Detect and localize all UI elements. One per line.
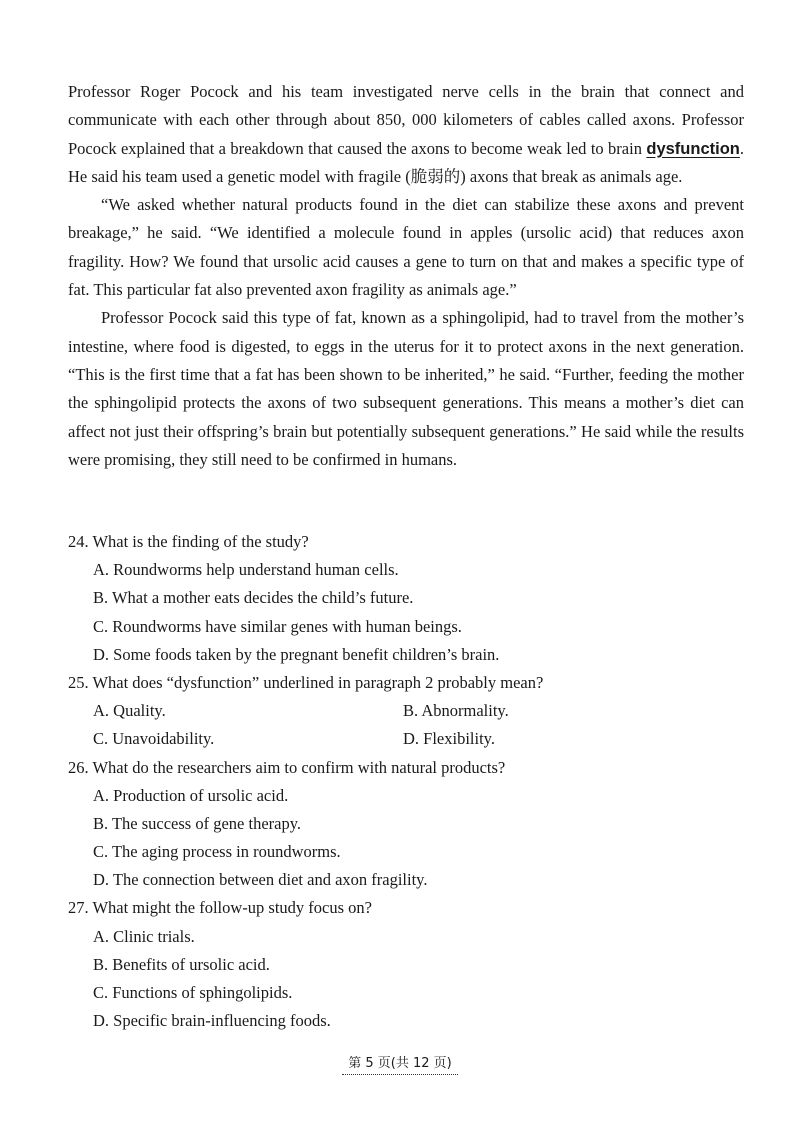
option-b: B. What a mother eats decides the child’s future. xyxy=(93,588,414,608)
question-stem: 25. What does “dysfunction” underlined in paragraph 2 probably mean? xyxy=(68,672,544,692)
option-b: B. The success of gene therapy. xyxy=(93,813,302,833)
paragraph-1-text-start: Professor Roger Pocock and his team investigated nerve cells in the brain that connect and communicate with each other through about 850, 000 kilometers of cables called axons. Professor Pocock explained that a breakdown that caused the axons to become weak led to brain xyxy=(68,82,744,158)
option-d: D. Flexibility. xyxy=(403,729,495,749)
question-stem: 24. What is the finding of the study? xyxy=(68,532,309,551)
option-d: D. Some foods taken by the pregnant benefit children’s brain. xyxy=(93,644,500,664)
question-27 xyxy=(68,894,748,1035)
question-stem: 26. What do the researchers aim to confirm with natural products? xyxy=(68,757,506,777)
option-c: C. Functions of sphingolipids. xyxy=(93,983,293,1002)
page-number: 第 5 页(共 12 页) xyxy=(342,1052,458,1075)
option-a: A. Production of ursolic acid. xyxy=(93,785,289,805)
paragraph-2: “We asked whether natural products found in the diet can stabilize these axons and prevent breakage,” he said. “We identified a molecule found in apples (ursolic acid) that reduces axon fragility. How? We found that ursolic acid causes a gene to turn on that and makes a specific type of fat. This particular fat also prevented axon fragility as animals age.” xyxy=(68,195,744,300)
question-stem: 27. What might the follow-up study focus on? xyxy=(68,898,372,918)
paragraph-1-text-end: . He said his team used a genetic model with fragile (脆弱的) axons that break as animals age. xyxy=(68,138,744,186)
option-b: B. Abnormality. xyxy=(403,701,509,721)
option-b: B. Benefits of ursolic acid. xyxy=(93,954,270,974)
question-24 xyxy=(68,528,748,669)
reading-passage xyxy=(68,78,744,474)
paragraph-3: Professor Pocock said this type of fat, known as a sphingolipid, had to travel from the mother’s intestine, where food is digested, to eggs in the uterus for it to protect axons in the next generation. “This is the first time that a fat has been shown to be inherited,” he said. “Further, feeding the mother the sphingolipid protects the axons of two subsequent generations. This means a mother’s diet can affect not just their offspring’s brain but potentially subsequent generations.” He said while the results were promising, they still need to be confirmed in humans. xyxy=(68,308,744,469)
option-a: A. Quality. xyxy=(93,701,166,721)
option-c: C. The aging process in roundworms. xyxy=(93,842,341,862)
option-d: D. The connection between diet and axon fragility. xyxy=(93,870,428,890)
option-d: D. Specific brain-influencing foods. xyxy=(93,1011,331,1031)
option-c: C. Roundworms have similar genes with human beings. xyxy=(93,616,462,636)
question-26 xyxy=(68,754,748,895)
page-footer xyxy=(0,1052,800,1075)
question-list xyxy=(68,528,748,1035)
option-a: A. Clinic trials. xyxy=(93,926,195,946)
option-a: A. Roundworms help understand human cells. xyxy=(93,560,399,580)
option-c: C. Unavoidability. xyxy=(93,729,215,749)
paragraph-1 xyxy=(68,78,744,191)
question-25 xyxy=(68,669,748,754)
underlined-word: dysfunction xyxy=(646,139,740,158)
